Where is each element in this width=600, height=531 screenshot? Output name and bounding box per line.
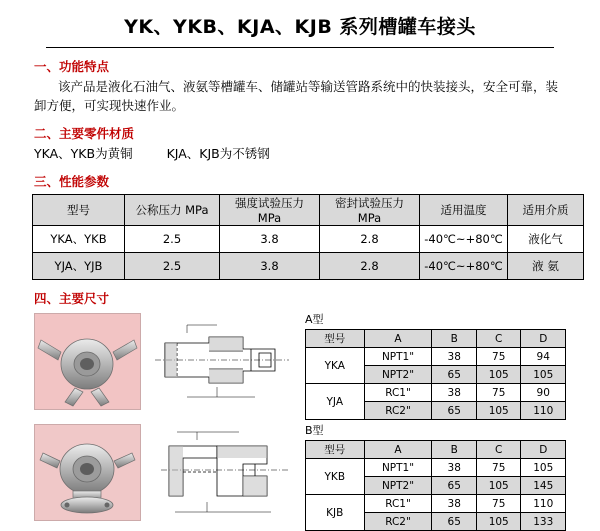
table-cell: NPT2" [364,366,432,384]
section-heading-material: 二、主要零件材质 [34,126,135,141]
table-cell: 38 [432,384,477,402]
table-row [306,459,566,477]
dimension-table-a-wrap [305,313,566,420]
page-title: YK、YKB、KJA、KJB 系列槽罐车接头 [124,16,476,38]
table-header-cell: 强度试验压力 MPa [220,195,320,226]
table-cell: YKA、YKB [33,226,125,253]
dimension-table-a-label: A型 [305,313,324,326]
dimension-table-a [305,329,566,420]
table-cell: 38 [432,459,477,477]
table-header-cell: B [432,441,477,459]
table-cell: 3.8 [220,226,320,253]
drawing-section-a [147,313,297,408]
table-cell: 75 [476,459,521,477]
table-cell: 105 [476,513,521,531]
table-cell: 2.5 [125,253,220,280]
table-header-cell: 适用介质 [508,195,584,226]
table-cell: 105 [521,366,566,384]
table-header-cell: B [432,330,477,348]
document-body [0,57,600,531]
table-header-row [33,195,584,226]
table-cell: 145 [521,477,566,495]
dimension-block-b [34,424,566,531]
table-cell: 2.8 [320,253,420,280]
table-header-cell: 公称压力 MPa [125,195,220,226]
section-heading-performance: 三、性能参数 [34,174,110,189]
table-header-cell: C [476,441,521,459]
section-heading-features: 一、功能特点 [34,59,110,74]
table-cell: RC2" [364,402,432,420]
table-cell: -40℃~+80℃ [420,226,508,253]
table-cell: 105 [476,477,521,495]
table-cell: 110 [521,495,566,513]
table-cell-model: YKA [306,348,365,384]
table-cell: 105 [521,459,566,477]
table-header-cell: A [364,441,432,459]
table-cell-model: YJA [306,384,365,420]
table-cell-model: KJB [306,495,365,531]
table-header-row [306,441,566,459]
table-header-cell: C [476,330,521,348]
title-divider [46,47,554,48]
table-cell: 65 [432,477,477,495]
table-cell: 38 [432,495,477,513]
table-cell: RC1" [364,384,432,402]
table-cell: 105 [476,402,521,420]
table-cell: NPT2" [364,477,432,495]
drawing-section-b [147,424,297,519]
table-cell-model: YKB [306,459,365,495]
table-cell: 液 氨 [508,253,584,280]
table-header-cell: A [364,330,432,348]
table-cell: 75 [476,495,521,513]
table-cell: 液化气 [508,226,584,253]
dimension-table-b [305,440,566,531]
dimensions-section [34,313,566,531]
table-header-cell: 型号 [306,441,365,459]
table-cell: 133 [521,513,566,531]
photo-product-a [34,313,141,410]
performance-table [32,194,584,280]
table-row [33,253,584,280]
table-header-cell: D [521,330,566,348]
table-cell: NPT1" [364,348,432,366]
table-cell: 2.5 [125,226,220,253]
table-row [306,384,566,402]
table-cell: 65 [432,366,477,384]
table-header-cell: 适用温度 [420,195,508,226]
table-header-cell: 型号 [306,330,365,348]
table-cell: 3.8 [220,253,320,280]
table-row [33,226,584,253]
table-cell: 38 [432,348,477,366]
dimension-block-a [34,313,566,420]
table-cell: 2.8 [320,226,420,253]
table-cell: 94 [521,348,566,366]
features-text: 该产品是液化石油气、液氨等槽罐车、储罐站等输送管路系统中的快装接头，安全可靠，装卸方便，可实现快速作业。 [34,79,559,113]
dimension-table-b-wrap [305,424,566,531]
material-text-left: YKA、YKB为黄铜 [34,146,133,161]
table-cell: RC1" [364,495,432,513]
section-heading-dimensions: 四、主要尺寸 [34,291,110,306]
table-cell: YJA、YJB [33,253,125,280]
table-row [306,495,566,513]
table-cell: 65 [432,513,477,531]
table-cell: NPT1" [364,459,432,477]
table-cell: 65 [432,402,477,420]
table-header-cell: 密封试验压力 MPa [320,195,420,226]
photo-product-b [34,424,141,521]
table-cell: 110 [521,402,566,420]
table-cell: 105 [476,366,521,384]
dimension-table-b-label: B型 [305,424,324,437]
table-header-row [306,330,566,348]
material-line [34,144,566,163]
table-header-cell: 型号 [33,195,125,226]
table-cell: 90 [521,384,566,402]
table-cell: RC2" [364,513,432,531]
table-row [306,348,566,366]
table-cell: 75 [476,384,521,402]
table-header-cell: D [521,441,566,459]
table-cell: -40℃~+80℃ [420,253,508,280]
material-text-right: KJA、KJB为不锈钢 [166,146,270,161]
table-cell: 75 [476,348,521,366]
